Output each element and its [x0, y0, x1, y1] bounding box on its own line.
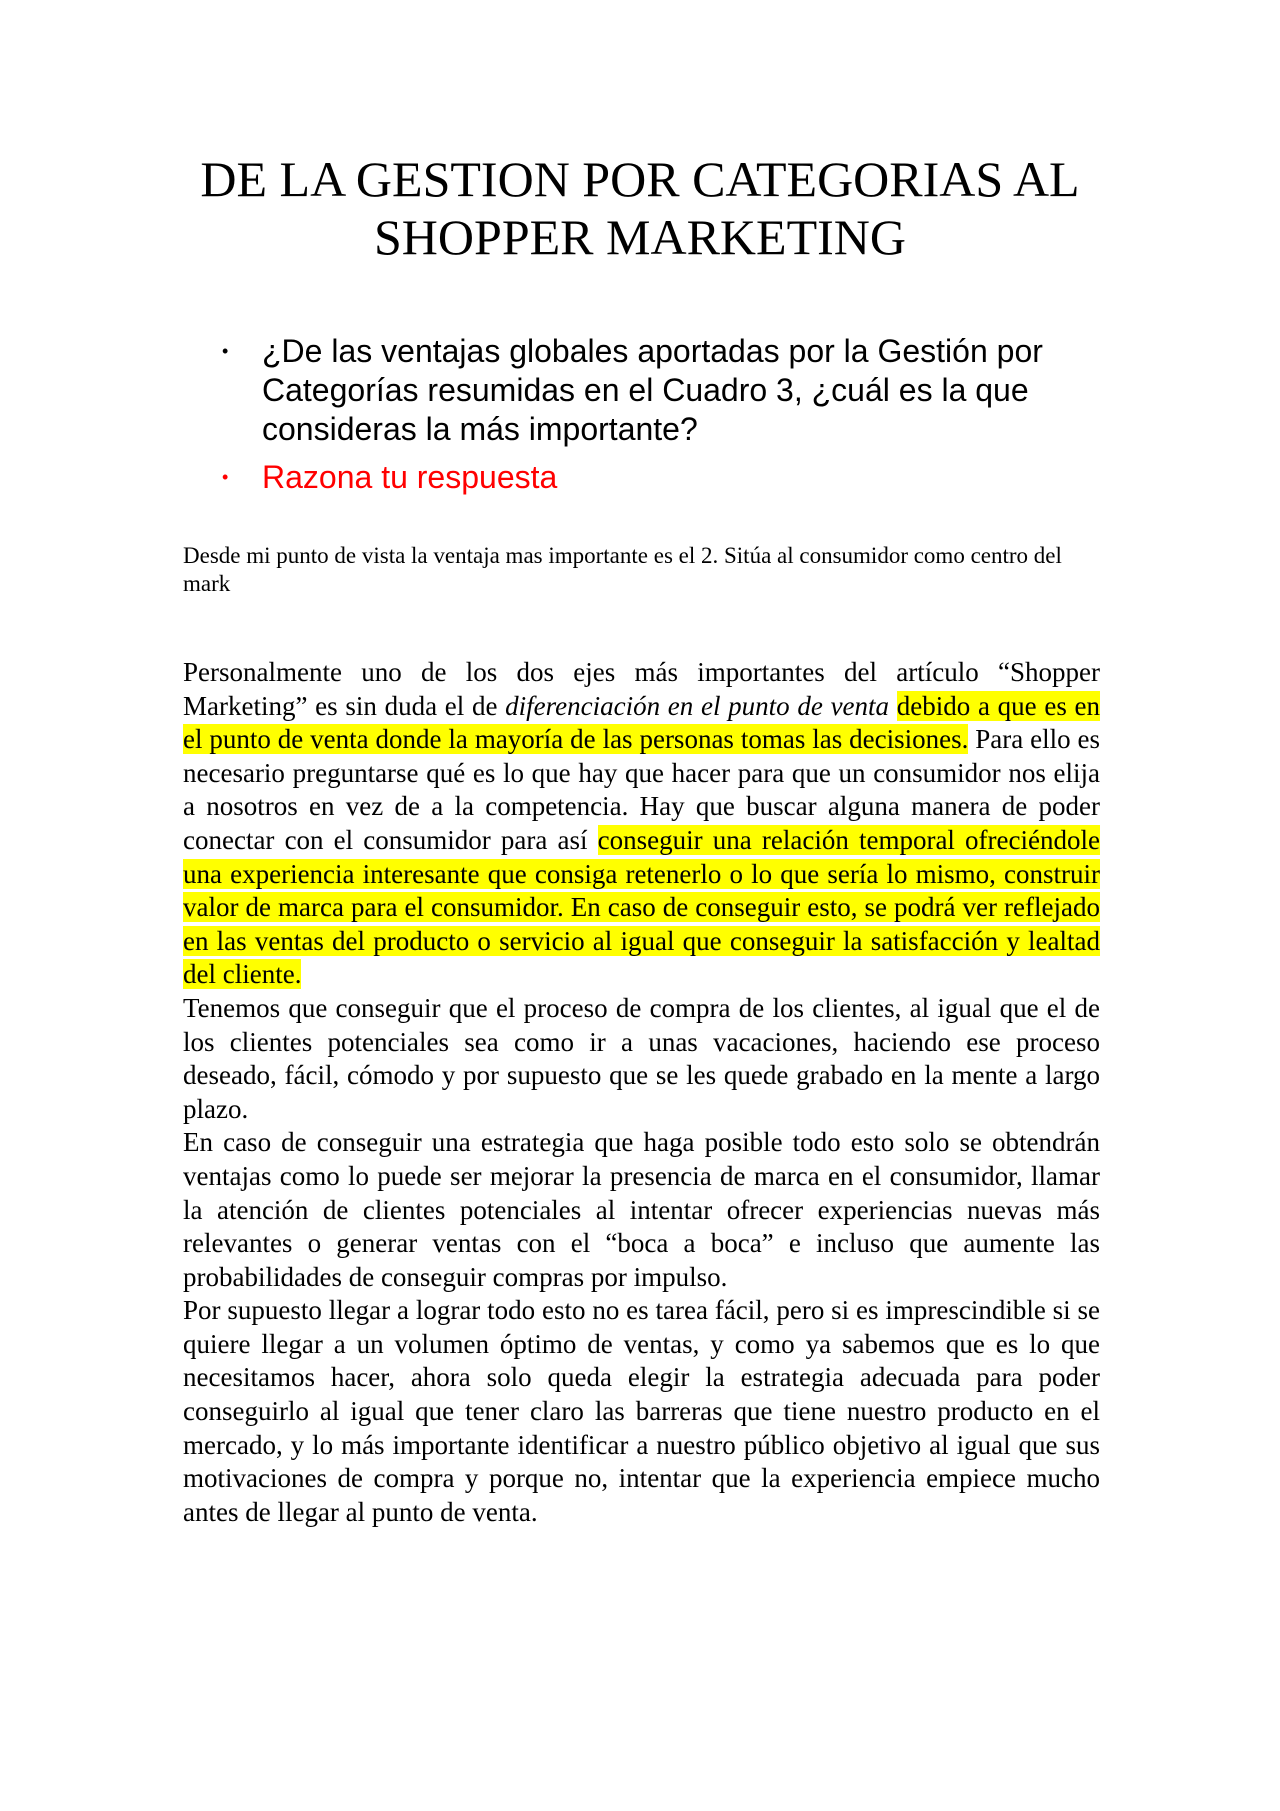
paragraph-1-intro: Personalmente uno de los dos ejes más importantes del artículo “Shopper Marketing” es sin duda el de	[183, 657, 1100, 721]
short-answer: Desde mi punto de vista la ventaja mas importante es el 2. Sitúa al consumidor como centro del mark	[183, 543, 1062, 596]
paragraph-3: En caso de conseguir una estrategia que haga posible todo esto solo se obtendrán ventajas como lo puede ser mejorar la presencia de marca en el consumidor, llamar la atención de clientes potenciales al intentar ofrecer experiencias nuevas más relevantes o generar ventas con el “boca a boca” e incluso que aumente las probabilidades de conseguir compras por impulso.	[183, 1127, 1100, 1292]
paragraph-4: Por supuesto llegar a lograr todo esto no es tarea fácil, pero si es imprescindible si se quiere llegar a un volumen óptimo de ventas, y como ya sabemos que es lo que necesitamos hacer, ahora solo queda elegir la estrategia adecuada para poder conseguirlo al igual que tener claro las barreras que tiene nuestro producto en el mercado, y lo más importante identificar a nuestro público objetivo al igual que sus motivaciones de compra y porque no, intentar que la experiencia empiece mucho antes de llegar al punto de venta.	[183, 1295, 1100, 1527]
instruction-item	[210, 458, 1110, 497]
bullet-icon: •	[222, 467, 229, 487]
essay-body	[183, 656, 1100, 1529]
bullet-icon: •	[222, 341, 229, 361]
highlight-1: debido a que es en el punto de venta donde la mayoría de las personas tomas las decisiones.	[183, 690, 1101, 755]
question-text: ¿De las ventajas globales aportadas por la Gestión por Categorías resumidas en el Cuadro 3, ¿cuál es la que consideras la más importante?	[262, 333, 1043, 447]
paragraph-1-middle: Para ello es necesario preguntarse qué es lo que hay que hacer para que un consumidor nos elija a nosotros en vez de a la competencia. Hay que buscar alguna manera de poder conectar con el consumidor para así	[183, 724, 1101, 855]
highlight-2: conseguir una relación temporal ofreciéndole una experiencia interesante que consiga retenerlo o lo que sería lo mismo, construir valor de marca para el consumidor. En caso de conseguir esto, se podrá ver reflejado en las ventas del producto o servicio al igual que conseguir la satisfacción y lealtad del cliente.	[183, 824, 1100, 990]
question-list	[210, 332, 1110, 506]
instruction-text: Razona tu respuesta	[262, 459, 558, 495]
paragraph-2: Tenemos que conseguir que el proceso de compra de los clientes, al igual que el de los clientes potenciales sea como ir a unas vacaciones, haciendo ese proceso deseado, fácil, cómodo y por supuesto que se les quede grabado en la mente a largo plazo.	[183, 992, 1100, 1124]
question-item	[210, 332, 1110, 449]
paragraph-1-space	[889, 691, 897, 721]
paragraph-1-italic: diferenciación en el punto de venta	[505, 690, 890, 721]
document-title: DE LA GESTION POR CATEGORIAS AL SHOPPER MARKETING	[200, 151, 1080, 265]
paragraph-1	[183, 656, 1100, 992]
